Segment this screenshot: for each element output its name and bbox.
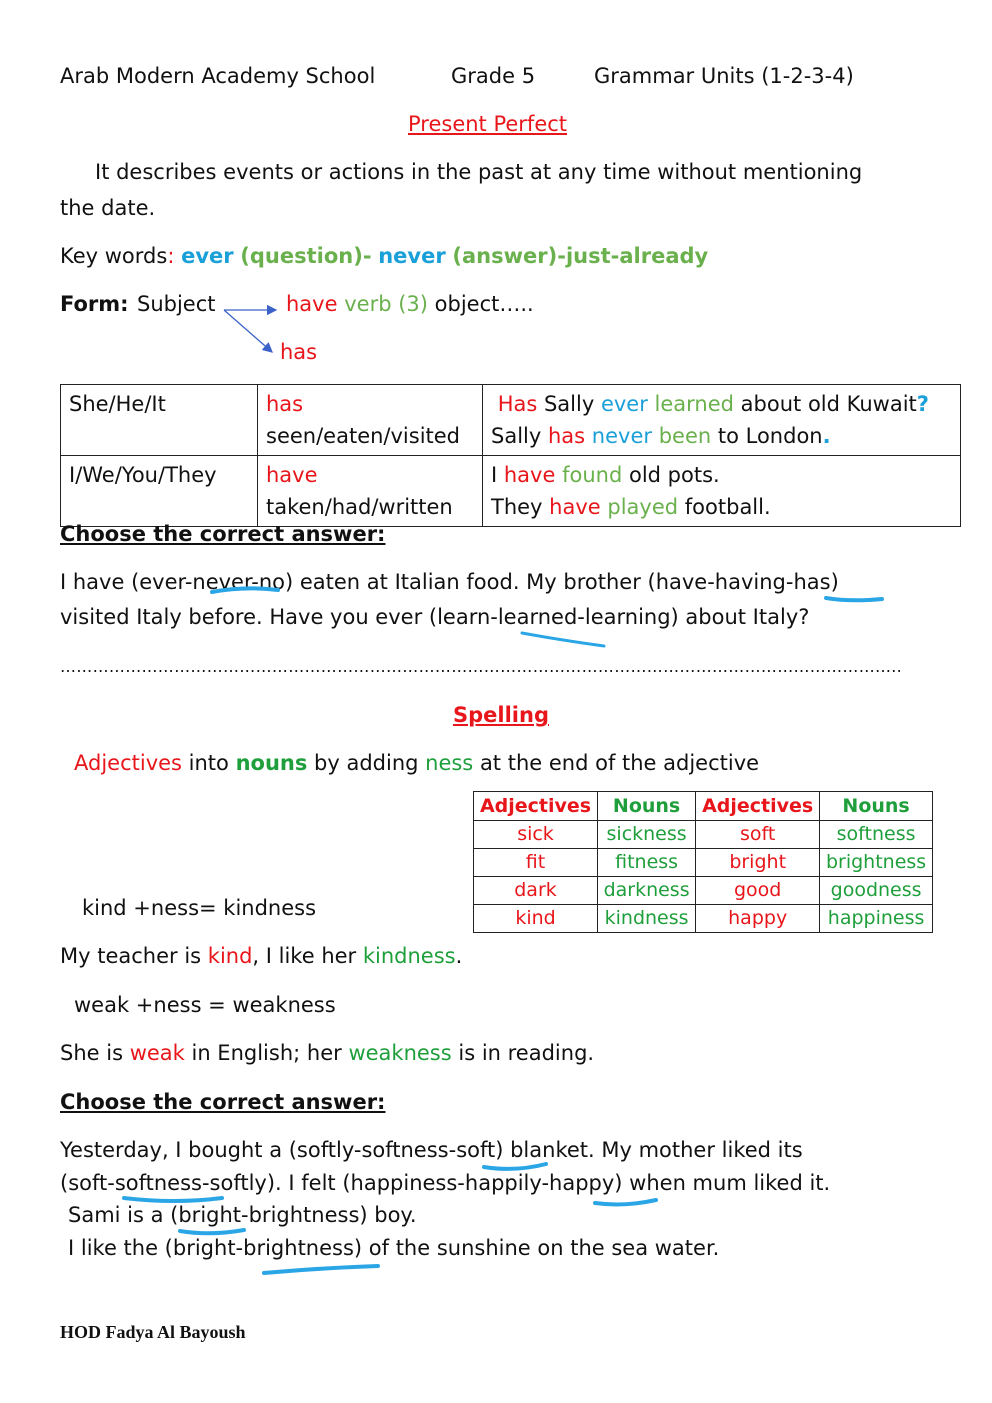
adjective-cell: dark	[474, 877, 598, 905]
adjective-cell: sick	[474, 821, 598, 849]
noun-cell: fitness	[598, 849, 696, 877]
adjective-cell: bright	[696, 849, 820, 877]
adjective-cell: good	[696, 877, 820, 905]
keyword-ever: ever	[181, 244, 234, 268]
highlight-has	[826, 598, 882, 600]
table-row	[474, 821, 933, 849]
form-label: Form:	[60, 292, 129, 316]
highlight-softness	[124, 1198, 222, 1201]
table-row	[474, 849, 933, 877]
formula-weakness: weak +ness = weakness	[74, 993, 336, 1017]
spelling-title: Spelling	[453, 703, 549, 727]
form-have: have	[286, 292, 338, 316]
exercise1-heading: Choose the correct answer:	[60, 522, 386, 546]
form-has: has	[280, 340, 318, 364]
table-cell-subject: She/He/It	[61, 385, 258, 456]
adjective-cell: fit	[474, 849, 598, 877]
noun-cell: sickness	[598, 821, 696, 849]
highlight-happy	[595, 1200, 656, 1204]
noun-cell: brightness	[820, 849, 933, 877]
noun-cell: kindness	[598, 905, 696, 933]
exercise1-line2: visited Italy before. Have you ever (learn-learned-learning) about Italy?	[60, 605, 810, 629]
form-subject: Subject	[137, 292, 216, 316]
highlight-soft	[484, 1164, 546, 1169]
header-nouns: Nouns	[820, 792, 933, 821]
highlight-learned	[522, 633, 604, 646]
exercise2-heading: Choose the correct answer:	[60, 1090, 386, 1114]
highlight-bright	[180, 1230, 244, 1233]
highlight-brightness	[264, 1266, 378, 1273]
description-line1: It describes events or actions in the past at any time without mentioning	[95, 160, 863, 184]
highlight-marks-2	[0, 1100, 992, 1300]
keyword-never: never	[378, 244, 446, 268]
table-cell-examples: I have found old pots. They have played football.	[483, 456, 961, 527]
exercise2-line3: Sami is a (bright-brightness) boy.	[68, 1203, 417, 1227]
keyword-rest: -just-already	[557, 244, 709, 268]
table-cell-subject: I/We/You/They	[61, 456, 258, 527]
exercise2-line4: I like the (bright-brightness) of the sunshine on the sea water.	[68, 1236, 720, 1260]
table-row	[474, 905, 933, 933]
form-verb: verb (3)	[344, 292, 428, 316]
exercise2-line1: Yesterday, I bought a (softly-softness-soft) blanket. My mother liked its	[60, 1138, 803, 1162]
example-kindness: My teacher is kind, I like her kindness.	[60, 944, 463, 968]
form-object: object…..	[434, 292, 534, 316]
header-grade: Grade 5	[451, 64, 536, 88]
footer-author: HOD Fadya Al Bayoush	[60, 1322, 246, 1342]
table-cell-verbs: have taken/had/written	[258, 456, 483, 527]
key-words-colon: :	[167, 244, 175, 268]
spelling-header-row	[474, 792, 933, 821]
noun-cell: darkness	[598, 877, 696, 905]
adjective-cell: soft	[696, 821, 820, 849]
header-school: Arab Modern Academy School	[60, 64, 376, 88]
header-adjectives: Adjectives	[474, 792, 598, 821]
adjective-cell: kind	[474, 905, 598, 933]
header-adjectives: Adjectives	[696, 792, 820, 821]
keyword-question: (question)-	[240, 244, 372, 268]
dotted-answer-line: ………………………………………………………………………………………………………………………………………..	[60, 657, 903, 676]
example-weakness: She is weak in English; her weakness is in reading.	[60, 1041, 595, 1065]
table-cell-examples: Has Sally ever learned about old Kuwait? Sally has never been to London.	[483, 385, 961, 456]
table-cell-verbs: has seen/eaten/visited	[258, 385, 483, 456]
table-row	[474, 877, 933, 905]
noun-cell: softness	[820, 821, 933, 849]
noun-cell: goodness	[820, 877, 933, 905]
description-line2: the date.	[60, 196, 156, 220]
key-words-label: Key words	[60, 244, 168, 268]
exercise1-line1: I have (ever-never-no) eaten at Italian food. My brother (have-having-has)	[60, 570, 839, 594]
exercise2-line2: (soft-softness-softly). I felt (happiness-happily-happy) when mum liked it.	[60, 1171, 831, 1195]
highlight-never	[212, 588, 278, 592]
header-nouns: Nouns	[598, 792, 696, 821]
header-units: Grammar Units (1-2-3-4)	[594, 64, 854, 88]
highlight-marks-1	[0, 0, 992, 700]
spelling-intro: Adjectives into nouns by adding ness at the end of the adjective	[74, 751, 760, 775]
present-perfect-title: Present Perfect	[408, 112, 568, 136]
noun-cell: happiness	[820, 905, 933, 933]
adjective-cell: happy	[696, 905, 820, 933]
keyword-answer: (answer)	[452, 244, 558, 268]
formula-kindness: kind +ness= kindness	[82, 896, 317, 920]
spelling-table	[473, 791, 933, 933]
